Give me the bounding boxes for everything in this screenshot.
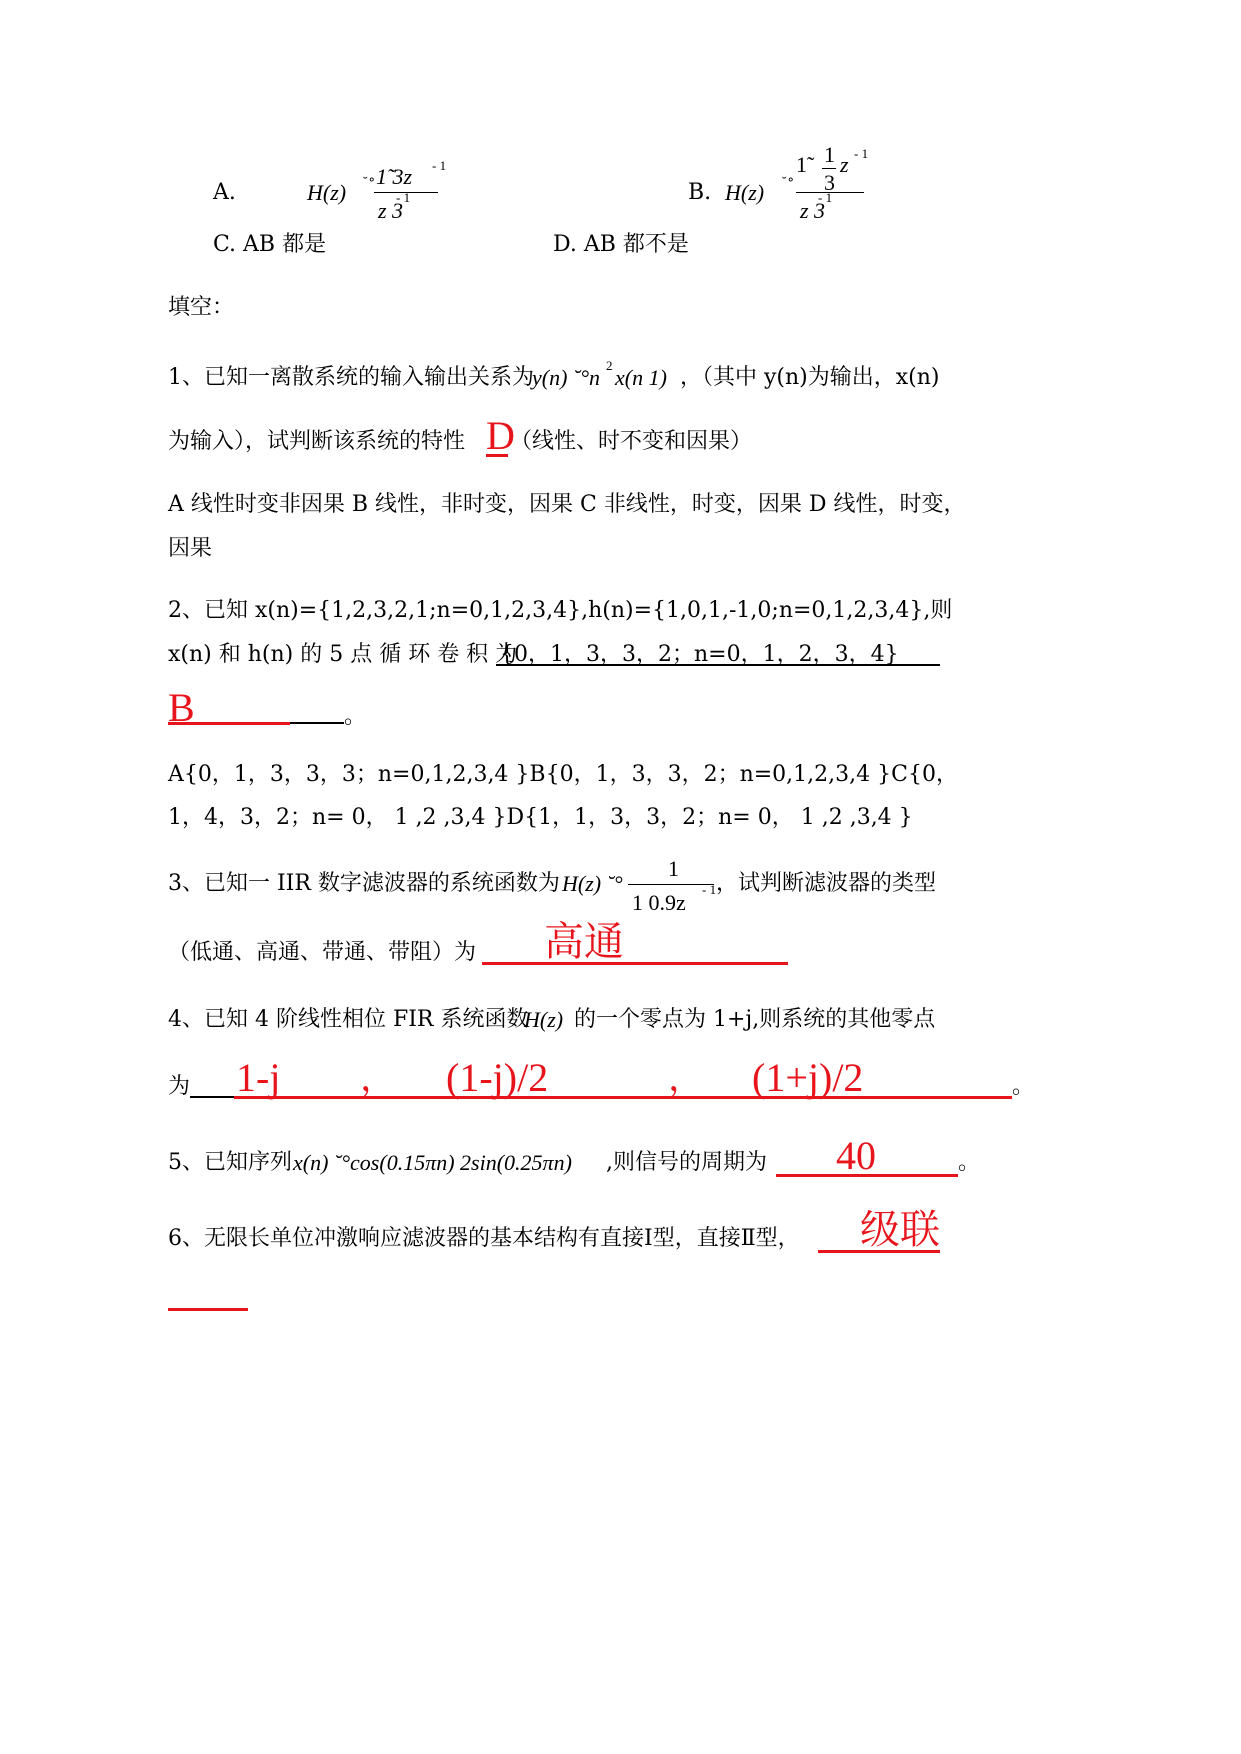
q4-line1-tail: 的一个零点为 1+j,则系统的其他零点 (574, 1007, 936, 1032)
q2-line2-underline (496, 664, 940, 666)
q1-line2-tail: （线性、时不变和因果） (510, 429, 753, 454)
option-a-label: A. (213, 180, 236, 205)
q3-line1-tail: ，试判断滤波器的类型 (716, 871, 937, 896)
q3-denominator: 1 0.9z (632, 890, 686, 915)
q5-line-end: 。 (958, 1150, 981, 1175)
section-title: 填空： (168, 295, 235, 320)
q4-answer2: (1-j)/2 (446, 1055, 549, 1100)
q5-line-text: 5、已知序列 (168, 1150, 292, 1175)
q4-formula: H(z) (524, 1007, 564, 1032)
q1-answer-underline (486, 454, 508, 457)
q3-line1-text: 3、已知一 IIR 数字滤波器的系统函数为 (168, 871, 560, 896)
option-d: D. AB 都不是 (553, 232, 689, 257)
q5-answer-underline (776, 1174, 958, 1177)
q2-answer-underline-black (290, 722, 344, 724)
q6-answer-underline (818, 1250, 940, 1253)
option-a-formula-prefix: H(z) (307, 180, 347, 205)
q1-answer: D (486, 413, 515, 458)
q1-formula: y(n) ˘°n (532, 365, 601, 390)
q4-answer-underline (234, 1096, 1012, 1099)
option-b-numerator-z: z (840, 152, 849, 177)
q2-options-line2: 1，4，3，2；n= 0， 1 ,2 ,3,4 }D{1，1，3，3，2；n= 0， 1 ,2 ,3,4 } (168, 805, 913, 830)
q1-line1-text: 1、已知一离散系统的输入输出关系为 (168, 365, 534, 390)
q4-line2-start: 为 (168, 1074, 191, 1099)
option-a-relation: ˘° (362, 176, 375, 191)
q3-formula-prefix: H(z) ˘° (562, 871, 623, 896)
q1-options-line2: 因果 (168, 536, 213, 561)
q4-line2-end: 。 (1012, 1074, 1035, 1099)
q5-line-tail: ,则信号的周期为 (606, 1150, 767, 1175)
q2-answer: B (168, 685, 195, 730)
option-b-relation: ˘° (781, 176, 794, 191)
option-b-denominator-sup: - 1 (818, 190, 833, 205)
option-b-numerator-sup: - 1 (854, 146, 869, 161)
option-b-label: B. (688, 180, 712, 205)
q4-underline-black (190, 1096, 234, 1098)
q2-line1: 2、已知 x(n)={1,2,3,2,1;n=0,1,2,3,4},h(n)={1,0,1,-1,0;n=0,1,2,3,4},则 (168, 598, 953, 623)
q2-line2-text: x(n) 和 h(n) 的 5 点 循 环 卷 积 为 (168, 642, 518, 667)
q1-formula-sup: 2 (606, 358, 613, 373)
option-a-denominator: z 3 (378, 198, 404, 223)
option-a-numerator-sup: - 1 (432, 158, 447, 173)
q2-line3-end: 。 (344, 704, 367, 729)
q6-line-text: 6、无限长单位冲激响应滤波器的基本结构有直接Ⅰ型，直接Ⅱ型， (168, 1226, 800, 1251)
q2-answer-underline-red (168, 722, 290, 725)
option-b-formula-prefix: H(z) (725, 180, 765, 205)
option-b-denominator: z 3 (800, 198, 826, 223)
option-a-numerator: 1̃ 3z (376, 164, 413, 189)
q1-line2-text: 为输入），试判断该系统的特性 (168, 429, 466, 454)
q1-options-line1: A 线性时变非因果 B 线性，非时变，因果 C 非线性，时变，因果 D 线性，时变， (168, 492, 966, 517)
q4-answer3: (1+j)/2 (752, 1055, 864, 1100)
q1-line1-tail: ，（其中 y(n)为输出，x(n) (680, 365, 940, 390)
q4-sep1: ， (360, 1058, 397, 1098)
q6-answer-underline-continued (168, 1308, 248, 1311)
q4-sep2: ， (668, 1058, 705, 1098)
option-c: C. AB 都是 (213, 232, 327, 257)
q3-answer: 高通 (544, 919, 624, 965)
q3-numerator: 1 (668, 856, 679, 881)
q3-answer-underline (482, 962, 788, 965)
option-b-small-frac-bottom: 3 (824, 170, 835, 195)
q5-answer: 40 (836, 1133, 876, 1178)
q5-formula: x(n) ˘°cos(0.15πn) 2sin(0.25πn) (293, 1150, 572, 1175)
q3-line2-text: （低通、高通、带通、带阻）为 (168, 940, 477, 965)
option-b-small-frac-top: 1 (824, 142, 835, 167)
option-b-numerator-one: 1̃ (796, 152, 807, 177)
q1-formula2: x(n 1) (615, 365, 667, 390)
q3-denominator-sup: - 1 (702, 882, 717, 897)
q6-answer: 级联 (860, 1207, 940, 1253)
q2-options-line1: A{0，1，3，3，3；n=0,1,2,3,4 }B{0，1，3，3，2；n=0,1,2,3,4 }C{0， (168, 762, 958, 787)
q4-answer1: 1-j (236, 1055, 281, 1100)
q4-line1-text: 4、已知 4 阶线性相位 FIR 系统函数 (168, 1007, 529, 1032)
q2-line2-underlined: {0，1，3，3，2；n=0，1，2，3，4} (500, 642, 899, 667)
option-a-denominator-sup: - 1 (396, 190, 411, 205)
